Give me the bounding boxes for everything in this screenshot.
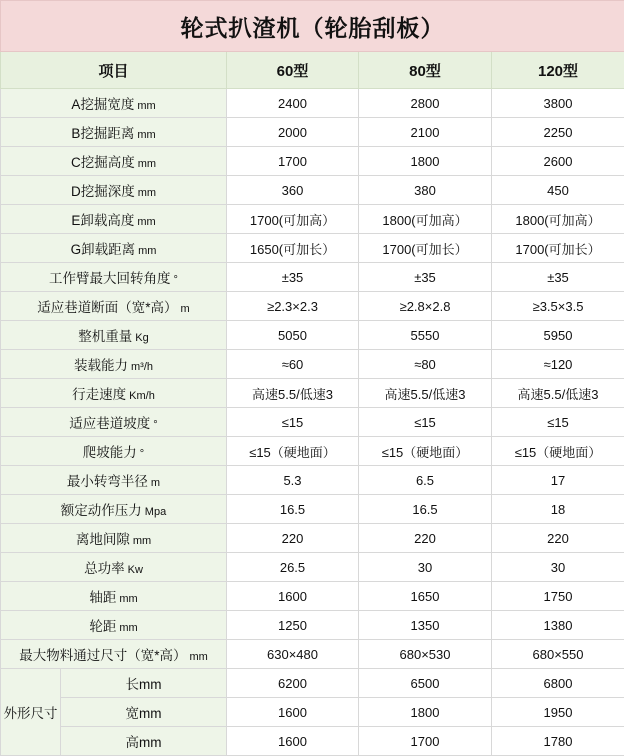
row-unit-text: mm: [133, 535, 151, 547]
row-label: [1, 176, 227, 205]
row-value-60: ≈60: [227, 350, 359, 379]
row-value-120: 1700(可加长）: [492, 234, 624, 263]
row-value-120: 17: [492, 466, 624, 495]
row-label: [1, 321, 227, 350]
row-value-120: 30: [492, 553, 624, 582]
row-label-text: 整机重量: [78, 329, 132, 344]
row-label: [1, 118, 227, 147]
row-value-60: 1250: [227, 611, 359, 640]
row-value-120: 高速5.5/低速3: [492, 379, 624, 408]
row-unit-text: Kg: [135, 332, 148, 344]
row-unit-text: mm: [138, 187, 156, 199]
row-value-80: 5550: [359, 321, 492, 350]
row-unit-text: mm: [119, 593, 137, 605]
row-value-80: 16.5: [359, 495, 492, 524]
table-header-row: [1, 52, 624, 89]
row-value-120: 3800: [492, 89, 624, 118]
row-value-80: 高速5.5/低速3: [359, 379, 492, 408]
column-header-model-60: 60型: [227, 52, 359, 89]
table-row: [1, 611, 624, 640]
row-label-text: E卸载高度: [71, 213, 134, 228]
row-unit-text: mm: [137, 129, 155, 141]
row-unit-text: °: [153, 419, 157, 431]
row-value-80: ≈80: [359, 350, 492, 379]
row-value-60: 26.5: [227, 553, 359, 582]
table-row: [1, 437, 624, 466]
table-row: [1, 669, 624, 698]
row-value-80: 1800: [359, 147, 492, 176]
row-value-80: 680×530: [359, 640, 492, 669]
table-row: [1, 553, 624, 582]
row-value-120: 1950: [492, 698, 624, 727]
row-value-60: ≥2.3×2.3: [227, 292, 359, 321]
table-row: [1, 234, 624, 263]
row-unit-text: mm: [139, 677, 162, 692]
row-label-text: 宽: [126, 706, 140, 721]
row-label: [1, 379, 227, 408]
row-value-60: 6200: [227, 669, 359, 698]
row-unit-text: mm: [139, 735, 162, 750]
row-value-120: ≥3.5×3.5: [492, 292, 624, 321]
row-unit-text: mm: [119, 622, 137, 634]
row-value-120: 2250: [492, 118, 624, 147]
row-label: [1, 640, 227, 669]
row-label: [1, 466, 227, 495]
row-value-120: 450: [492, 176, 624, 205]
row-value-60: 1600: [227, 727, 359, 756]
row-label: [1, 582, 227, 611]
row-label: [1, 524, 227, 553]
row-label-text: D挖掘深度: [71, 184, 135, 199]
row-value-60: 1700(可加高）: [227, 205, 359, 234]
row-label: [1, 147, 227, 176]
row-value-80: 6.5: [359, 466, 492, 495]
table-title-row: [1, 1, 624, 52]
row-value-120: ±35: [492, 263, 624, 292]
table-row: [1, 147, 624, 176]
row-value-60: 2400: [227, 89, 359, 118]
row-value-120: ≤15: [492, 408, 624, 437]
row-unit-text: mm: [139, 706, 162, 721]
row-value-60: 1700: [227, 147, 359, 176]
row-value-80: 1650: [359, 582, 492, 611]
row-label: [1, 89, 227, 118]
row-value-120: 6800: [492, 669, 624, 698]
row-label: [1, 495, 227, 524]
row-label-text: 行走速度: [72, 387, 126, 402]
row-unit-text: mm: [138, 245, 156, 257]
table-row: [1, 89, 624, 118]
row-unit-text: m³/h: [131, 361, 153, 373]
row-label-text: 额定动作压力: [61, 503, 142, 518]
table-row: [1, 582, 624, 611]
row-value-60: 16.5: [227, 495, 359, 524]
row-unit-text: °: [174, 274, 178, 286]
row-value-60: 630×480: [227, 640, 359, 669]
row-value-60: 高速5.5/低速3: [227, 379, 359, 408]
row-value-60: 220: [227, 524, 359, 553]
row-unit-text: °: [140, 448, 144, 460]
row-label: [1, 408, 227, 437]
row-value-60: 1600: [227, 582, 359, 611]
row-label-text: 最小转弯半径: [67, 474, 148, 489]
row-label-text: 爬坡能力: [83, 445, 137, 460]
table-row: [1, 524, 624, 553]
table-row: [1, 350, 624, 379]
row-value-120: 1780: [492, 727, 624, 756]
row-value-80: 220: [359, 524, 492, 553]
row-label-text: 适应巷道坡度: [69, 416, 150, 431]
table-row: [1, 205, 624, 234]
row-value-80: 1700: [359, 727, 492, 756]
row-value-60: ≤15: [227, 408, 359, 437]
row-value-120: 1800(可加高）: [492, 205, 624, 234]
row-value-60: 1600: [227, 698, 359, 727]
row-value-80: 1800(可加高）: [359, 205, 492, 234]
row-unit-text: mm: [138, 158, 156, 170]
row-value-60: 5050: [227, 321, 359, 350]
row-unit-text: mm: [137, 100, 155, 112]
row-label-text: G卸载距离: [71, 242, 136, 257]
row-value-120: 1750: [492, 582, 624, 611]
row-label: [1, 234, 227, 263]
table-row: [1, 727, 624, 756]
row-label: [1, 263, 227, 292]
row-value-80: 2100: [359, 118, 492, 147]
row-label-text: 适应巷道断面（宽*高）: [37, 300, 177, 315]
row-value-80: 1350: [359, 611, 492, 640]
row-label-text: 轮距: [89, 619, 116, 634]
row-value-80: ≤15: [359, 408, 492, 437]
group-label-outer-dimensions: 外形尺寸: [1, 669, 61, 756]
row-value-80: 1700(可加长）: [359, 234, 492, 263]
row-label-text: 轴距: [89, 590, 116, 605]
row-label-text: C挖掘高度: [71, 155, 135, 170]
column-header-item: 项目: [1, 52, 227, 89]
row-label-text: 工作臂最大回转角度: [49, 271, 171, 286]
row-value-120: 5950: [492, 321, 624, 350]
table-row: [1, 263, 624, 292]
row-value-120: 220: [492, 524, 624, 553]
row-label-text: 总功率: [84, 561, 125, 576]
row-value-120: 18: [492, 495, 624, 524]
row-label-text: 装载能力: [74, 358, 128, 373]
row-unit-text: Kw: [128, 564, 143, 576]
row-value-60: ±35: [227, 263, 359, 292]
column-header-model-120: 120型: [492, 52, 624, 89]
row-value-80: ≥2.8×2.8: [359, 292, 492, 321]
column-header-model-80: 80型: [359, 52, 492, 89]
row-value-80: 380: [359, 176, 492, 205]
row-unit-text: m: [181, 303, 190, 315]
row-value-60: ≤15（硬地面）: [227, 437, 359, 466]
row-label: [1, 553, 227, 582]
row-label-text: 高: [126, 735, 140, 750]
row-value-60: 5.3: [227, 466, 359, 495]
row-value-80: 2800: [359, 89, 492, 118]
row-label: [61, 727, 227, 756]
row-label-text: B挖掘距离: [71, 126, 134, 141]
row-unit-text: mm: [189, 651, 207, 663]
row-value-120: 1380: [492, 611, 624, 640]
table-row: [1, 118, 624, 147]
row-label: [1, 205, 227, 234]
row-value-80: 30: [359, 553, 492, 582]
table-row: [1, 379, 624, 408]
row-label: [1, 350, 227, 379]
table-row: [1, 466, 624, 495]
table-row: [1, 321, 624, 350]
row-value-120: 680×550: [492, 640, 624, 669]
row-value-60: 360: [227, 176, 359, 205]
row-label: [1, 292, 227, 321]
row-label: [1, 437, 227, 466]
row-unit-text: Mpa: [145, 506, 166, 518]
row-label-text: 离地间隙: [76, 532, 130, 547]
table-row: [1, 408, 624, 437]
row-label-text: 长: [126, 677, 140, 692]
row-value-80: 1800: [359, 698, 492, 727]
table-row: [1, 640, 624, 669]
row-value-120: ≈120: [492, 350, 624, 379]
page-title: 轮式扒渣机（轮胎刮板）: [1, 1, 624, 52]
row-label: [1, 611, 227, 640]
row-value-60: 1650(可加长）: [227, 234, 359, 263]
row-label-text: 最大物料通过尺寸（宽*高）: [19, 648, 186, 663]
row-unit-text: m: [151, 477, 160, 489]
row-label-text: A挖掘宽度: [71, 97, 134, 112]
row-value-120: ≤15（硬地面）: [492, 437, 624, 466]
row-unit-text: Km/h: [129, 390, 155, 402]
table-row: [1, 292, 624, 321]
row-value-60: 2000: [227, 118, 359, 147]
table-row: [1, 495, 624, 524]
row-unit-text: mm: [137, 216, 155, 228]
row-value-120: 2600: [492, 147, 624, 176]
row-value-80: 6500: [359, 669, 492, 698]
row-value-80: ±35: [359, 263, 492, 292]
row-value-80: ≤15（硬地面）: [359, 437, 492, 466]
table-row: [1, 176, 624, 205]
row-label: [61, 669, 227, 698]
